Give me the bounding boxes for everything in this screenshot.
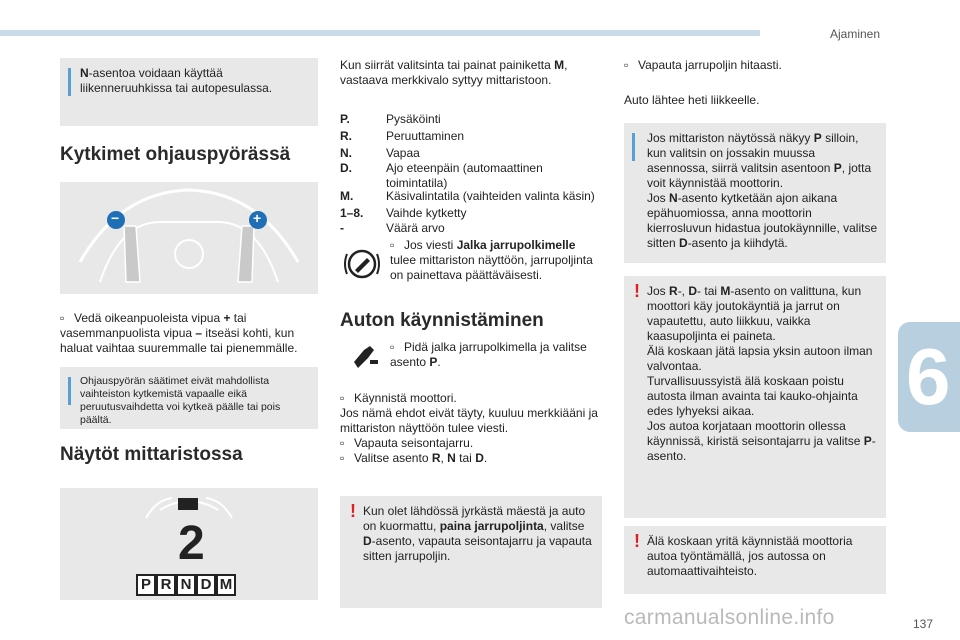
paddle-plus-label: + xyxy=(253,210,262,226)
start-conditions-text: Jos nämä ehdot eivät täyty, kuuluu merkkiääni ja mittariston näyttöön tulee viesti. xyxy=(340,406,598,435)
warning-icon: ! xyxy=(350,501,356,521)
steering-wheel-icon xyxy=(60,182,318,294)
warning-push-start-text: Älä koskaan yritä käynnistää moottoria autoa työntämällä, jos autossa on automaattivaihteisto. xyxy=(647,534,853,578)
gear-table-row: R. Peruuttaminen xyxy=(340,129,465,143)
warning-creep-text: Jos R-, D- tai M-asento on valittuna, kun moottori käy joutokäyntiä ja jarrut on vapautettu, auto liikkuu, vaikka kaasupoljinta ei paineta. Älä koskaan jätä lapsia yksin autoon ilman valvontaa. Turvallisuussyistä älä koskaan poistu autosta ilman avainta tai kauko-ohjainta edes lyhyeksi aikaa. Jos autoa korjataan moottorin ollessa käynnissä, kiristä seisontajarru ja valitse P-asento. xyxy=(647,284,876,463)
gear-table-row: D. Ajo eteenpäin (automaattinen toimintatila) xyxy=(340,161,543,190)
gear-table-row: 1–8. Vaihde kytketty xyxy=(340,206,467,220)
info-selector-text: Jos mittariston näytössä näkyy P silloin, kun valitsin on jossakin muussa asennossa, siirrä valitsin asentoon P, jotta voit käynnistää moottorin. Jos N-asento kytketään ajon aikana epähuomiossa, anna moottorin kierrosluvun hidastua joutokäynnille, valitse sitten D-asento ja kiihdytä. xyxy=(647,131,878,250)
warning-icon: ! xyxy=(634,281,640,301)
brake-warning-icon xyxy=(342,244,382,284)
gear-indicator: D xyxy=(196,574,216,596)
foot-pedal-icon xyxy=(350,340,380,370)
section-title: Ajaminen xyxy=(830,27,881,41)
gear-indicator: R xyxy=(156,574,176,596)
display-gear-digit: 2 xyxy=(178,517,205,570)
info-icon xyxy=(68,377,71,405)
paddle-instruction: ▫ Vedä oikeanpuoleista vipua + tai vasemmanpuolista vipua – itseäsi kohti, kun haluat vaihtaa suuremmalle tai pienemmälle. xyxy=(60,311,298,355)
gear-table-row: P. Pysäköinti xyxy=(340,112,441,126)
warning-hill-start-text: Kun olet lähdössä jyrkästä mäestä ja auto on kuormattu, paina jarrupoljinta, valitse D-asento, vapauta seisontajarru ja vapauta sitten jarrupoljin. xyxy=(363,504,592,563)
start-step-4: ▫ Valitse asento R, N tai D. xyxy=(340,451,488,465)
heading-steering-paddles: Kytkimet ohjauspyörässä xyxy=(60,144,291,165)
gear-indicator-row xyxy=(136,574,246,596)
gear-indicator: M xyxy=(216,574,236,596)
info-icon xyxy=(632,133,635,161)
cluster-intro-text: Kun siirrät valitsinta tai painat painiketta M, vastaava merkkivalo syttyy mittaristoon. xyxy=(340,58,568,87)
gear-indicator: N xyxy=(176,574,196,596)
gear-table-row: N. Vapaa xyxy=(340,146,420,160)
page-number: 137 xyxy=(913,617,934,631)
steering-wheel-illustration xyxy=(60,182,318,294)
heading-cluster-displays: Näytöt mittaristossa xyxy=(60,444,243,465)
warning-icon: ! xyxy=(634,531,640,551)
header-bar xyxy=(0,30,760,36)
info-paddles-text: Ohjauspyörän säätimet eivät mahdollista vaihteiston kytkemistä vapaalle eikä peruutusvaihdetta voi kytkeä päälle tai pois päältä. xyxy=(80,375,281,426)
info-icon xyxy=(68,68,71,96)
cluster-display-illustration xyxy=(60,488,318,600)
brake-message-note: ▫ Jos viesti Jalka jarrupolkimelle tulee mittariston näyttöön, jarrupoljinta on painettava päättäväisesti. xyxy=(390,238,593,282)
info-neutral-text: N-asentoa voidaan käyttää liikenneruuhkissa tai autopesulassa. xyxy=(80,66,273,95)
gear-table-row: - Väärä arvo xyxy=(340,221,445,235)
start-step-2: ▫ Käynnistä moottori. xyxy=(340,391,457,405)
start-step-5: ▫ Vapauta jarrupoljin hitaasti. xyxy=(624,58,782,72)
gear-table-row: M. Käsivalintatila (vaihteiden valinta käsin) xyxy=(340,189,595,203)
start-step-1: ▫ Pidä jalka jarrupolkimella ja valitse asento P. xyxy=(390,340,587,369)
start-step-3: ▫ Vapauta seisontajarru. xyxy=(340,436,474,450)
paddle-minus-label: − xyxy=(111,210,120,226)
watermark: carmanualsonline.info xyxy=(624,606,835,629)
heading-starting-car: Auton käynnistäminen xyxy=(340,310,544,331)
start-result-text: Auto lähtee heti liikkeelle. xyxy=(624,93,760,107)
chapter-number: 6 xyxy=(906,332,951,421)
gear-indicator: P xyxy=(136,574,156,596)
